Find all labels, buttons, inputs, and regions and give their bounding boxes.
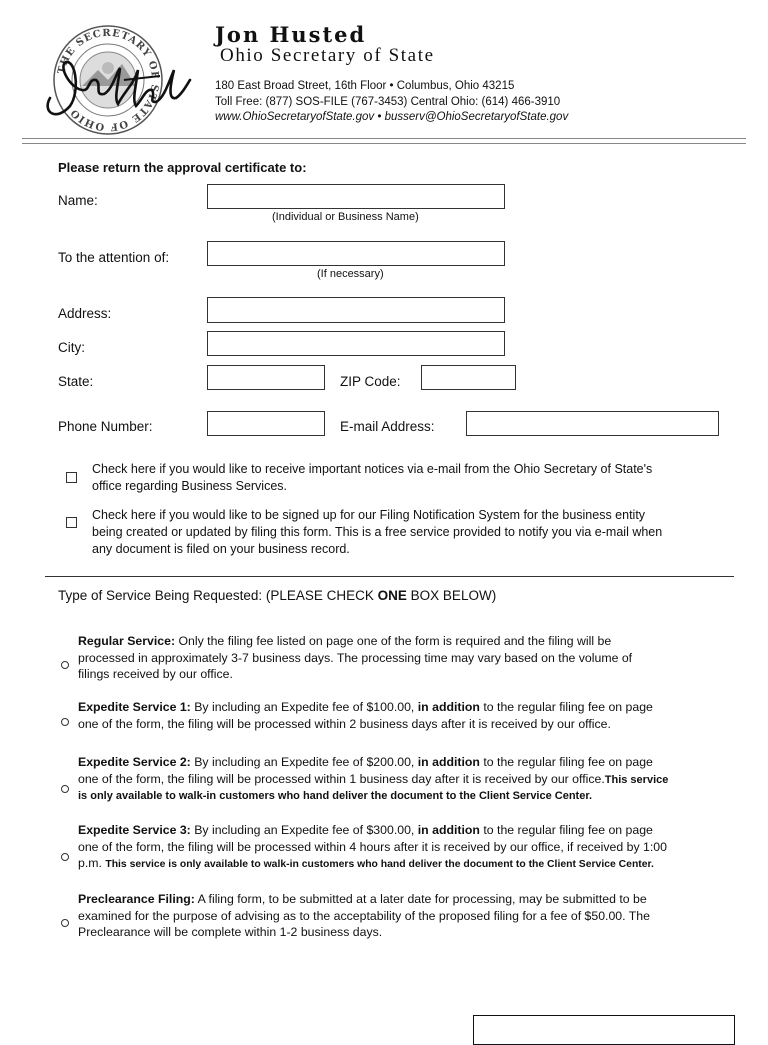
office-web-email: www.OhioSecretaryofState.gov • busserv@OhioSecretaryofState.gov xyxy=(215,111,569,123)
expedite-2-radio[interactable] xyxy=(61,785,69,793)
zip-field[interactable] xyxy=(421,365,516,390)
email-notices-text: Check here if you would like to receive important notices via e-mail from the Ohio Secretary of State's office regarding Business Services. xyxy=(92,462,653,493)
email-label: E-mail Address: xyxy=(340,419,435,434)
return-certificate-heading: Please return the approval certificate to: xyxy=(58,160,307,175)
expedite-1-radio[interactable] xyxy=(61,718,69,726)
attention-label: To the attention of: xyxy=(58,250,170,265)
city-label: City: xyxy=(58,340,85,355)
office-title: Ohio Secretary of State xyxy=(220,45,435,66)
name-hint: (Individual or Business Name) xyxy=(272,211,419,223)
zip-label: ZIP Code: xyxy=(340,374,401,389)
office-address: 180 East Broad Street, 16th Floor • Columbus, Ohio 43215 xyxy=(215,80,515,92)
filing-notification-checkbox[interactable] xyxy=(66,517,77,528)
preclearance-text: Preclearance Filing: A filing form, to be submitted at a later date for processing, may be submitted to be examined for the purpose of advising as to the acceptability of the proposed filing for a fee of $50.00. The Preclearance will be complete within 1-2 business days. xyxy=(78,892,650,940)
expedite-3-text: Expedite Service 3: By including an Expedite fee of $300.00, in addition to the regular filing fee on page one of the form, the filing will be processed within 4 hours after it is received by our office, if received by 1:00 p.m. This service is only available to walk-in customers who hand deliver the document to the Client Service Center. xyxy=(78,823,667,871)
bottom-form-box xyxy=(473,1015,735,1045)
expedite-1-text: Expedite Service 1: By including an Expedite fee of $100.00, in addition to the regular filing fee on page one of the form, the filing will be processed within 2 business days after it is received by our office. xyxy=(78,700,653,731)
official-name: Jon Husted xyxy=(215,22,367,47)
city-field[interactable] xyxy=(207,331,505,356)
regular-service-radio[interactable] xyxy=(61,661,69,669)
state-field[interactable] xyxy=(207,365,325,390)
expedite-3-radio[interactable] xyxy=(61,853,69,861)
address-field[interactable] xyxy=(207,297,505,323)
filing-notification-text: Check here if you would like to be signed up for our Filing Notification System for the business entity being created or updated by filing this form. This is a free service provided to notify you via e-mail when any document is filed on your business record. xyxy=(92,508,663,556)
attention-field[interactable] xyxy=(207,241,505,266)
preclearance-radio[interactable] xyxy=(61,919,69,927)
office-phone: Toll Free: (877) SOS-FILE (767-3453) Central Ohio: (614) 466-3910 xyxy=(215,96,561,108)
signature-image xyxy=(36,40,196,130)
header-rule-bottom xyxy=(22,143,746,144)
email-field[interactable] xyxy=(466,411,719,436)
phone-field[interactable] xyxy=(207,411,325,436)
email-notices-checkbox[interactable] xyxy=(66,472,77,483)
header-rule-top xyxy=(22,138,746,139)
state-label: State: xyxy=(58,374,94,389)
service-type-title: Type of Service Being Requested: (PLEASE CHECK ONE BOX BELOW) xyxy=(58,588,497,603)
name-label: Name: xyxy=(58,193,98,208)
name-field[interactable] xyxy=(207,184,505,209)
phone-label: Phone Number: xyxy=(58,419,153,434)
address-label: Address: xyxy=(58,306,112,321)
section-divider xyxy=(45,576,734,577)
regular-service-text: Regular Service: Only the filing fee listed on page one of the form is required and the filing will be processed in approximately 3-7 business days. The processing time may vary based on the volume of filings received by our office. xyxy=(78,634,633,682)
attention-hint: (If necessary) xyxy=(317,268,384,280)
expedite-2-text: Expedite Service 2: By including an Expedite fee of $200.00, in addition to the regular filing fee on page one of the form, the filing will be processed within 1 business day after it is received by our office.This service is only available to walk-in customers who hand deliver the document to the Client Service Center. xyxy=(78,755,669,803)
svg-text:THE SECRETARY OF STATE OF OHIO: THE SECRETARY OF STATE OF OHIO xyxy=(56,27,161,133)
